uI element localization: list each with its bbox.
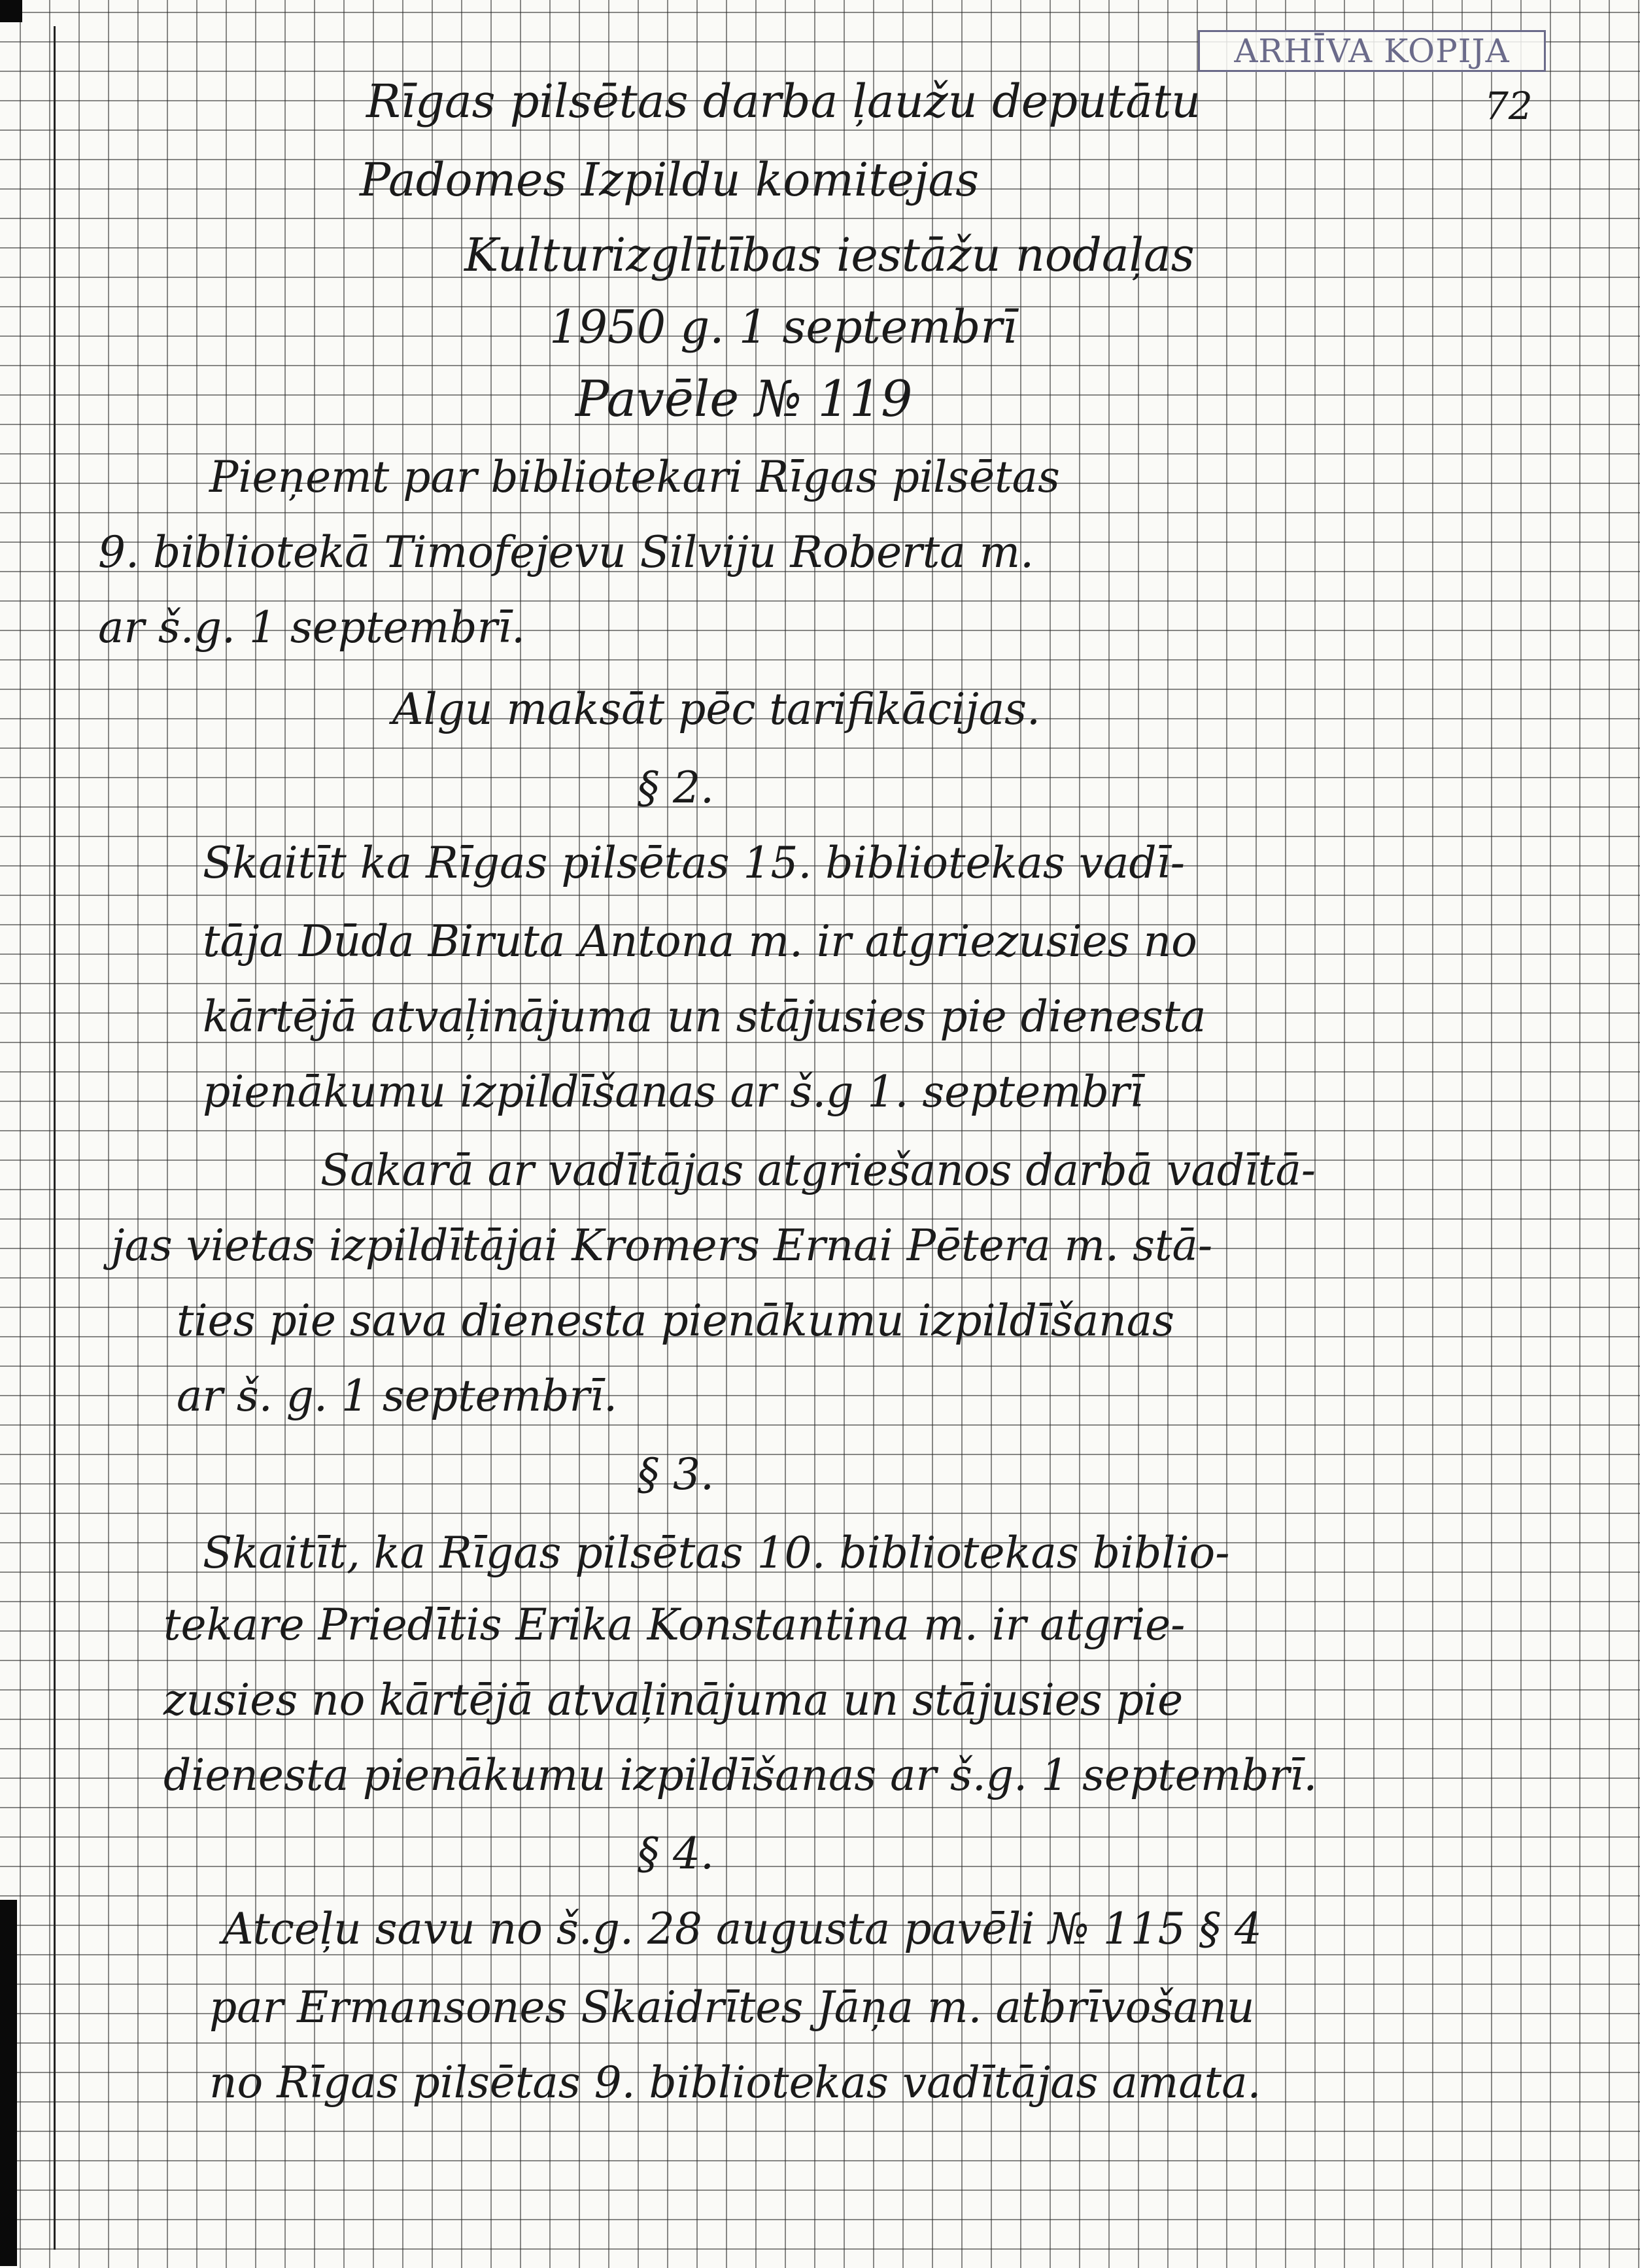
s1-line-3: ar š.g. 1 septembrī. — [98, 602, 526, 653]
page-number: 72 — [1484, 84, 1533, 128]
s2-line-4: pienākumu izpildīšanas ar š.g 1. septembrī — [203, 1067, 1144, 1117]
s2-line-5: Sakarā ar vadītājas atgriešanos darbā vadītā- — [320, 1145, 1316, 1195]
s3-line-1: Skaitīt, ka Rīgas pilsētas 10. bibliotekas biblio- — [203, 1528, 1230, 1578]
s1-line-2: 9. bibliotekā Timofejevu Silviju Roberta m. — [98, 527, 1034, 577]
scan-edge-mark — [0, 1900, 17, 2266]
s3-mark: § 3. — [638, 1449, 714, 1500]
s3-line-3: zusies no kārtējā atvaļinājuma un stājusies pie — [163, 1675, 1184, 1725]
document-date: 1950 g. 1 septembrī — [549, 300, 1017, 354]
s3-line-2: tekare Priedītis Erika Konstantina m. ir atgrie- — [163, 1600, 1186, 1650]
s4-line-1: Atceļu savu no š.g. 28 augusta pavēli № 115 § 4 — [222, 1904, 1262, 1954]
s3-line-4: dienesta pienākumu izpildīšanas ar š.g. 1 septembrī. — [163, 1750, 1318, 1800]
header-line-2: Padomes Izpildu komitejas — [360, 153, 980, 207]
s2-mark: § 2. — [638, 763, 714, 813]
s2-line-1: Skaitīt ka Rīgas pilsētas 15. bibliotekas vadī- — [203, 838, 1186, 888]
s1-salary: Algu maksāt pēc tarifikācijas. — [392, 684, 1041, 734]
archive-copy-stamp: ARHĪVA KOPIJA — [1198, 30, 1546, 72]
s4-line-2: par Ermansones Skaidrītes Jāņa m. atbrīvošanu — [209, 1982, 1255, 2033]
margin-line — [54, 26, 56, 2250]
s2-line-8: ar š. g. 1 septembrī. — [177, 1371, 618, 1421]
s4-mark: § 4. — [638, 1829, 714, 1879]
document-title: Pavēle № 119 — [575, 369, 913, 428]
s2-line-7: ties pie sava dienesta pienākumu izpildīšanas — [177, 1296, 1174, 1346]
header-line-3: Kulturizglītības iestāžu nodaļas — [464, 228, 1195, 282]
s2-line-2: tāja Dūda Biruta Antona m. ir atgriezusies no — [203, 916, 1197, 967]
header-line-1: Rīgas pilsētas darba ļaužu deputātu — [366, 75, 1201, 128]
s1-line-1: Pieņemt par bibliotekari Rīgas pilsētas — [209, 452, 1060, 502]
s2-line-3: kārtējā atvaļinājuma un stājusies pie dienesta — [203, 991, 1206, 1042]
scan-corner-mark — [0, 0, 22, 22]
s4-line-3: no Rīgas pilsētas 9. bibliotekas vadītājas amata. — [209, 2057, 1261, 2108]
s2-line-6: jas vietas izpildītājai Kromers Ernai Pētera m. stā- — [111, 1220, 1213, 1271]
